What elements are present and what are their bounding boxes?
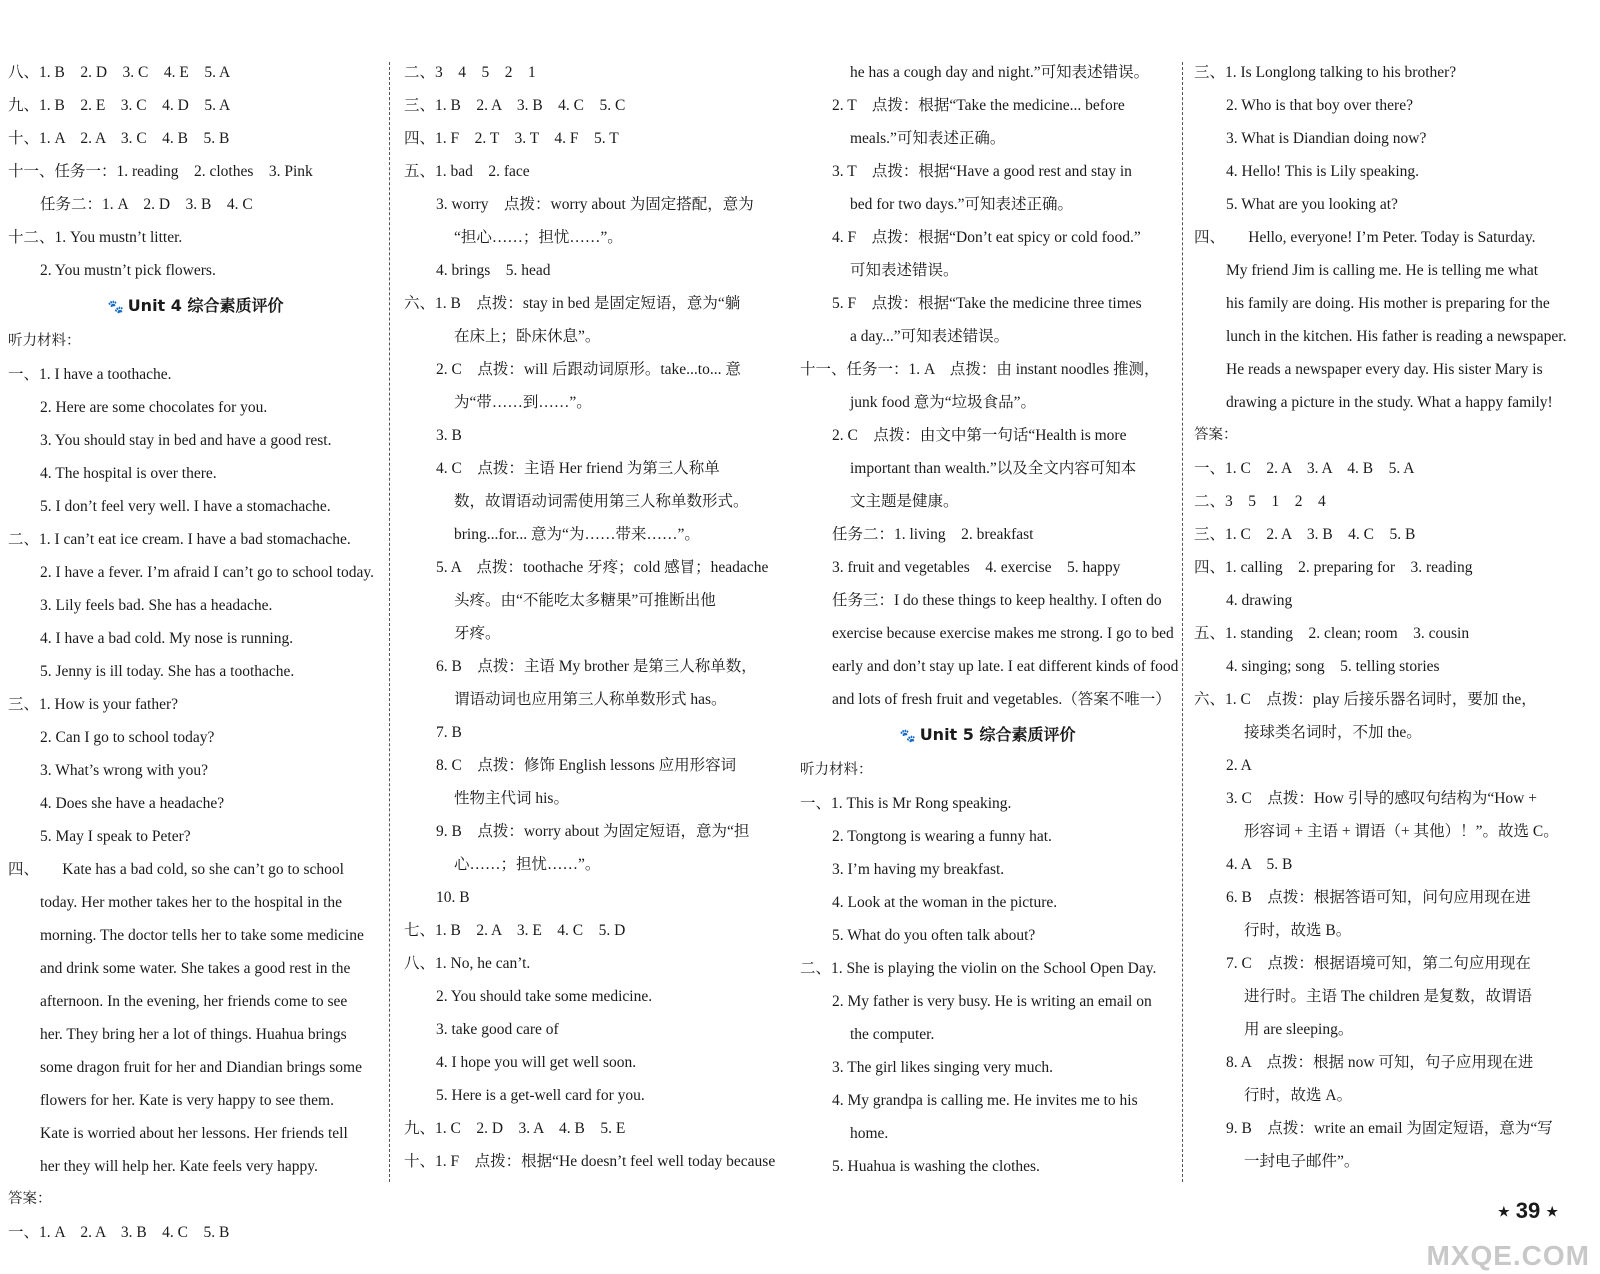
answer-line: early and don’t stay up late. I eat different kinds of food	[832, 658, 1179, 675]
answer-line: 2. I have a fever. I’m afraid I can’t go to school today.	[40, 564, 374, 581]
answer-line: drawing a picture in the study. What a happy family!	[1226, 394, 1553, 411]
answer-line: 三、1. B 2. A 3. B 4. C 5. C	[404, 97, 626, 114]
answer-line: 5. Huahua is washing the clothes.	[832, 1158, 1040, 1175]
answer-line: 文主题是健康。	[850, 493, 959, 510]
page-number	[1498, 1198, 1558, 1224]
answer-line: 2. C 点拨：will 后跟动词原形。take...to... 意	[436, 361, 741, 378]
answer-line: 十二、1. You mustn’t litter.	[8, 229, 183, 246]
answer-line: a day...”可知表述错误。	[850, 328, 1010, 345]
star-icon: ★	[1497, 1204, 1510, 1220]
answer-line: 十、1. A 2. A 3. C 4. B 5. B	[8, 130, 230, 147]
section-label: 答案：	[8, 1191, 52, 1207]
answer-line: 行时，故选 A。	[1244, 1087, 1353, 1104]
answer-line: 3. The girl likes singing very much.	[832, 1059, 1053, 1076]
column-1	[8, 56, 383, 1249]
answer-line: 为“带……到……”。	[454, 394, 592, 411]
answer-line: 十一、任务一：1. reading 2. clothes 3. Pink	[8, 163, 313, 180]
answer-line: 8. C 点拨：修饰 English lessons 应用形容词	[436, 757, 737, 774]
answer-line: 10. B	[436, 889, 470, 906]
answer-line: 三、1. Is Longlong talking to his brother?	[1194, 64, 1457, 81]
answer-line: the computer.	[850, 1026, 935, 1043]
answer-line: home.	[850, 1125, 889, 1142]
answer-line: 3. What’s wrong with you?	[40, 762, 209, 779]
answer-line: 9. B 点拨：write an email 为固定短语，意为“写	[1226, 1120, 1553, 1137]
answer-line: 十一、任务一：1. A 点拨：由 instant noodles 推测，	[800, 361, 1160, 378]
column-divider	[389, 62, 390, 1182]
answer-line: morning. The doctor tells her to take some medicine	[40, 927, 364, 944]
answer-line: 一、1. This is Mr Rong speaking.	[800, 795, 1012, 812]
answer-line: 2. Tongtong is wearing a funny hat.	[832, 828, 1052, 845]
answer-line: 3. Lily feels bad. She has a headache.	[40, 597, 273, 614]
answer-line: flowers for her. Kate is very happy to see them.	[40, 1092, 334, 1109]
answer-line: 谓语动词也应用第三人称单数形式 has。	[454, 691, 727, 708]
answer-line: afternoon. In the evening, her friends come to see	[40, 993, 348, 1010]
answer-line: bed for two days.”可知表述正确。	[850, 196, 1073, 213]
page-number-text: 39	[1515, 1198, 1541, 1223]
answer-line: 在床上；卧床休息”。	[454, 328, 601, 345]
section-label: 听力材料：	[800, 762, 873, 778]
answer-line: 2. Who is that boy over there?	[1226, 97, 1413, 114]
answer-line: her. They bring her a lot of things. Huahua brings	[40, 1026, 347, 1043]
answer-line: 一、1. I have a toothache.	[8, 366, 172, 383]
answer-line: 四、 Hello, everyone! I’m Peter. Today is Saturday.	[1194, 229, 1536, 246]
section-heading	[800, 716, 1175, 754]
answer-line: 心……；担忧……”。	[454, 856, 601, 873]
answer-line: 5. May I speak to Peter?	[40, 828, 191, 845]
star-icon: ★	[1546, 1204, 1558, 1220]
answer-line: 4. A 5. B	[1226, 856, 1293, 873]
answer-line: Kate is worried about her lessons. Her friends tell	[40, 1125, 348, 1142]
answer-line: he has a cough day and night.”可知表述错误。	[850, 64, 1150, 81]
section-heading-text: Unit 5 综合素质评价	[919, 725, 1076, 744]
answer-line: 五、1. bad 2. face	[404, 163, 530, 180]
answer-line: 4. I have a bad cold. My nose is running.	[40, 630, 294, 647]
answer-line: 5. Jenny is ill today. She has a toothache.	[40, 663, 295, 680]
answer-line: exercise because exercise makes me strong. I go to bed	[832, 625, 1174, 642]
answer-line: 2. A	[1226, 757, 1252, 774]
answer-line: 4. My grandpa is calling me. He invites me to his	[832, 1092, 1138, 1109]
answer-line: 3. take good care of	[436, 1021, 559, 1038]
answer-line: 5. A 点拨：toothache 牙疼；cold 感冒；headache	[436, 559, 769, 576]
answer-line: 6. B 点拨：主语 My brother 是第三人称单数，	[436, 658, 757, 675]
answer-line: 接球类名词时，不加 the。	[1244, 724, 1422, 741]
answer-line: “担心……；担忧……”。	[454, 229, 623, 246]
watermark: MXQE.COM	[1426, 1240, 1590, 1271]
answer-line: meals.”可知表述正确。	[850, 130, 1006, 147]
answer-line: 5. F 点拨：根据“Take the medicine three times	[832, 295, 1142, 312]
answer-line: 9. B 点拨：worry about 为固定短语，意为“担	[436, 823, 750, 840]
column-3	[800, 56, 1179, 1183]
answer-line: 二、3 5 1 2 4	[1194, 493, 1326, 510]
answer-line: lunch in the kitchen. His father is reading a newspaper.	[1226, 328, 1567, 345]
answer-line: 可知表述错误。	[850, 262, 959, 279]
column-divider	[1182, 62, 1183, 1182]
answer-line: My friend Jim is calling me. He is telling me what	[1226, 262, 1539, 279]
answer-line: 2. You should take some medicine.	[436, 988, 653, 1005]
answer-line: 4. The hospital is over there.	[40, 465, 217, 482]
answer-line: 四、1. F 2. T 3. T 4. F 5. T	[404, 130, 619, 147]
answer-line: 六、1. B 点拨：stay in bed 是固定短语，意为“躺	[404, 295, 741, 312]
answer-line: 头疼。由“不能吃太多糖果”可推断出他	[454, 592, 716, 609]
answer-line: 3. What is Diandian doing now?	[1226, 130, 1427, 147]
answer-line: 六、1. C 点拨：play 后接乐器名词时，要加 the，	[1194, 691, 1537, 708]
answer-line: 3. C 点拨：How 引导的感叹句结构为“How +	[1226, 790, 1537, 807]
answer-line: 进行时。主语 The children 是复数，故谓语	[1244, 988, 1533, 1005]
answer-line: 三、1. How is your father?	[8, 696, 179, 713]
answer-line: 6. B 点拨：根据答语可知，问句应用现在进	[1226, 889, 1531, 906]
answer-line: 5. What are you looking at?	[1226, 196, 1398, 213]
answer-line: 5. Here is a get-well card for you.	[436, 1087, 645, 1104]
answer-line: 2. T 点拨：根据“Take the medicine... before	[832, 97, 1125, 114]
answer-line: 用 are sleeping。	[1244, 1021, 1354, 1038]
section-label: 听力材料：	[8, 333, 81, 349]
answer-line: 七、1. B 2. A 3. E 4. C 5. D	[404, 922, 626, 939]
answer-line: 4. I hope you will get well soon.	[436, 1054, 637, 1071]
section-heading-text: Unit 4 综合素质评价	[127, 296, 284, 315]
answer-line: 4. brings 5. head	[436, 262, 551, 279]
answer-line: 三、1. C 2. A 3. B 4. C 5. B	[1194, 526, 1416, 543]
answer-line: 5. I don’t feel very well. I have a stomachache.	[40, 498, 331, 515]
answer-line: 一、1. C 2. A 3. A 4. B 5. A	[1194, 460, 1415, 477]
answer-line: 二、3 4 5 2 1	[404, 64, 536, 81]
answer-line: 九、1. B 2. E 3. C 4. D 5. A	[8, 97, 231, 114]
answer-line: junk food 意为“垃圾食品”。	[850, 394, 1036, 411]
column-2	[404, 56, 784, 1178]
answer-line: 行时，故选 B。	[1244, 922, 1352, 939]
answer-line: and lots of fresh fruit and vegetables.（答案不唯一）	[832, 691, 1171, 708]
answer-line: 7. B	[436, 724, 462, 741]
answer-line: 八、1. No, he can’t.	[404, 955, 531, 972]
answer-line: 2. Can I go to school today?	[40, 729, 215, 746]
section-heading	[8, 287, 383, 325]
answer-line: 四、 Kate has a bad cold, so she can’t go to school	[8, 861, 344, 878]
answer-line: He reads a newspaper every day. His sister Mary is	[1226, 361, 1543, 378]
answer-line: 4. Look at the woman in the picture.	[832, 894, 1058, 911]
answer-line: 任务二：1. living 2. breakfast	[832, 526, 1034, 543]
answer-line: 数，故谓语动词需使用第三人称单数形式。	[454, 493, 749, 510]
answer-line: 3. I’m having my breakfast.	[832, 861, 1005, 878]
answer-line: 3. T 点拨：根据“Have a good rest and stay in	[832, 163, 1132, 180]
answer-line: 五、1. standing 2. clean; room 3. cousin	[1194, 625, 1470, 642]
answer-line: his family are doing. His mother is preparing for the	[1226, 295, 1550, 312]
answer-line: 性物主代词 his。	[454, 790, 569, 807]
answer-line: 一封电子邮件”。	[1244, 1153, 1360, 1170]
paw-icon: 🐾	[899, 729, 916, 744]
answer-line: 2. Here are some chocolates for you.	[40, 399, 268, 416]
answer-line: 2. C 点拨：由文中第一句话“Health is more	[832, 427, 1127, 444]
answer-line: 5. What do you often talk about?	[832, 927, 1036, 944]
answer-line: 任务三：I do these things to keep healthy. I often do	[832, 592, 1162, 609]
answer-line: 4. singing; song 5. telling stories	[1226, 658, 1440, 675]
answer-line: 4. Hello! This is Lily speaking.	[1226, 163, 1420, 180]
answer-line: important than wealth.”以及全文内容可知本	[850, 460, 1137, 477]
answer-line: 7. C 点拨：根据语境可知，第二句应用现在	[1226, 955, 1531, 972]
answer-line: 任务二：1. A 2. D 3. B 4. C	[40, 196, 253, 213]
answer-line: 形容词 + 主语 + 谓语（+ 其他）！”。故选 C。	[1244, 823, 1559, 840]
answer-line: 3. worry 点拨：worry about 为固定搭配，意为	[436, 196, 754, 213]
paw-icon: 🐾	[107, 300, 124, 315]
answer-line: bring...for... 意为“为……带来……”。	[454, 526, 700, 543]
answer-line: 3. fruit and vegetables 4. exercise 5. happy	[832, 559, 1121, 576]
answer-line: 十、1. F 点拨：根据“He doesn’t feel well today because	[404, 1153, 776, 1170]
answer-line: 3. B	[436, 427, 462, 444]
answer-line: and drink some water. She takes a good rest in the	[40, 960, 351, 977]
answer-line: 四、1. calling 2. preparing for 3. reading	[1194, 559, 1473, 576]
answer-line: her they will help her. Kate feels very happy.	[40, 1158, 318, 1175]
column-4	[1194, 56, 1566, 1178]
answer-line: 2. My father is very busy. He is writing an email on	[832, 993, 1152, 1010]
answer-line: 4. Does she have a headache?	[40, 795, 225, 812]
answer-line: 牙疼。	[454, 625, 501, 642]
answer-line: 8. A 点拨：根据 now 可知，句子应用现在进	[1226, 1054, 1534, 1071]
answer-line: 八、1. B 2. D 3. C 4. E 5. A	[8, 64, 231, 81]
answer-line: 二、1. I can’t eat ice cream. I have a bad stomachache.	[8, 531, 351, 548]
answer-line: 4. F 点拨：根据“Don’t eat spicy or cold food.”	[832, 229, 1141, 246]
answer-line: 3. You should stay in bed and have a good rest.	[40, 432, 332, 449]
answer-line: 九、1. C 2. D 3. A 4. B 5. E	[404, 1120, 626, 1137]
section-label: 答案：	[1194, 427, 1238, 443]
answer-line: 4. C 点拨：主语 Her friend 为第三人称单	[436, 460, 720, 477]
answer-line: some dragon fruit for her and Diandian brings some	[40, 1059, 362, 1076]
answer-line: 一、1. A 2. A 3. B 4. C 5. B	[8, 1224, 230, 1241]
answer-line: 4. drawing	[1226, 592, 1293, 609]
answer-line: 2. You mustn’t pick flowers.	[40, 262, 216, 279]
answer-line: today. Her mother takes her to the hospital in the	[40, 894, 343, 911]
answer-line: 二、1. She is playing the violin on the School Open Day.	[800, 960, 1157, 977]
